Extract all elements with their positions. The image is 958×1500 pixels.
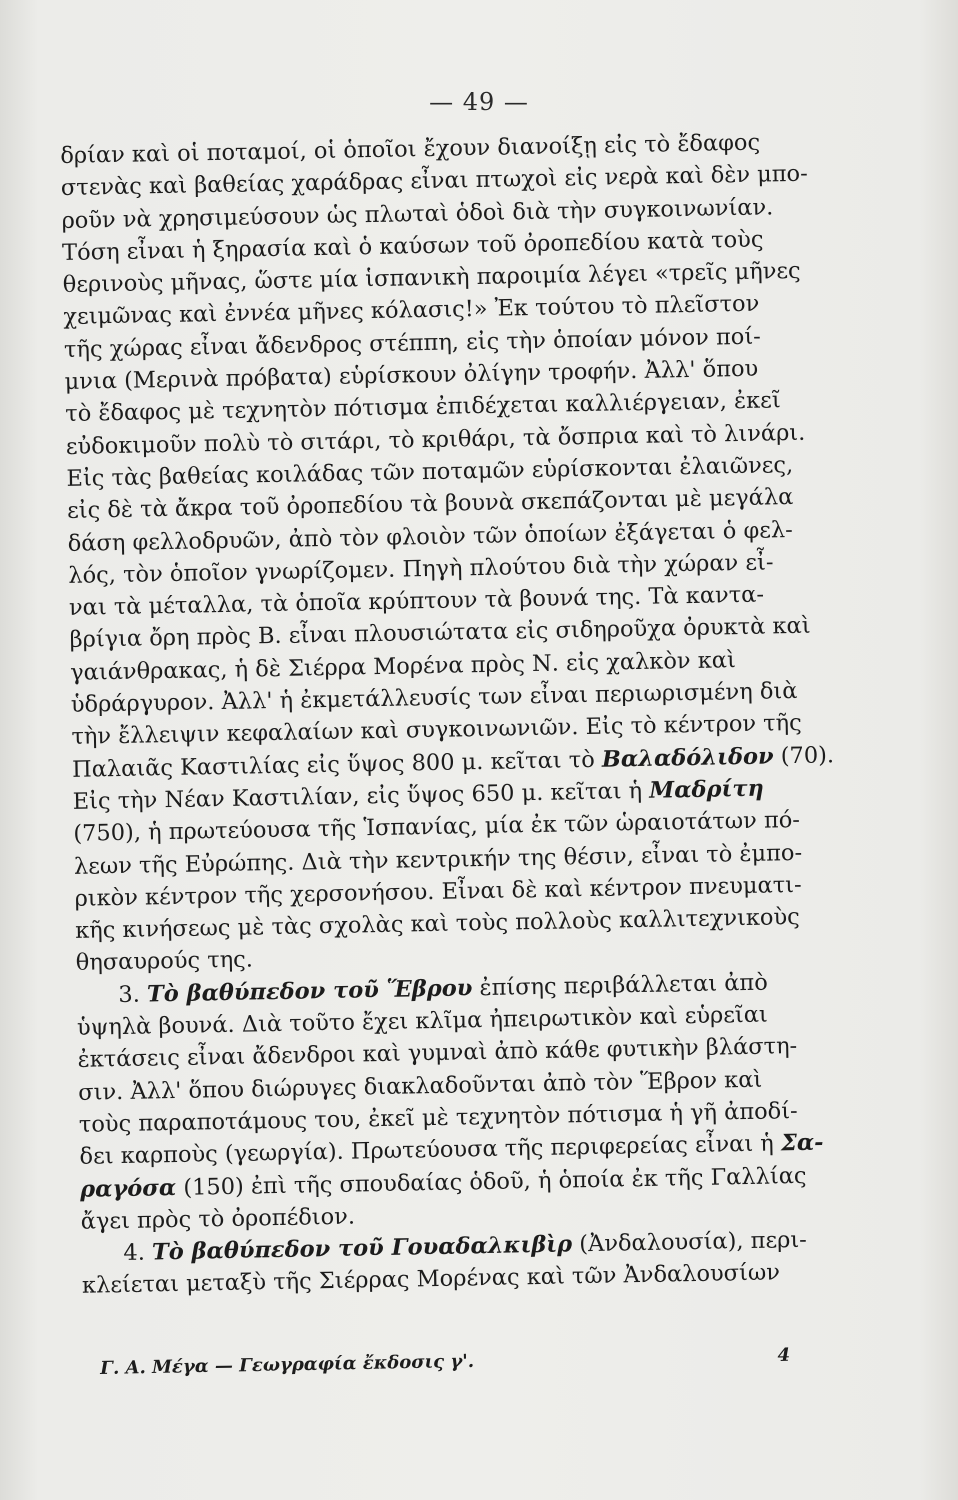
text-run: δάση φελλοδρυῶν, ἀπὸ τὸν φλοιὸν τῶν ὁποίων ἐξάγεται ὁ φελ- [67,516,793,557]
text-run: ὑδράργυρον. Ἀλλ' ἡ ἐκμετάλλευσίς των εἶναι περιωρισμένη διὰ [70,677,798,718]
section-number: 3. [118,981,148,1008]
text-run: βρίγια ὄρη πρὸς Β. εἶναι πλουσιώτατα εἰς σιδηροῦχα ὀρυκτὰ καὶ [69,613,811,654]
text-run: ρικὸν κέντρον τῆς χερσονήσου. Εἶναι δὲ καὶ κέντρον πνευματι- [74,871,802,912]
text-run: ὑψηλὰ βουνά. Διὰ τοῦτο ἔχει κλῖμα ἠπειρωτικὸν καὶ εὑρεῖαι [76,1001,768,1041]
page-number: — 49 — [429,88,529,116]
page-footer [100,1345,790,1379]
text-run: εὐδοκιμοῦν πολὺ τὸ σιτάρι, τὸ κριθάρι, τὰ ὄσπρια καὶ τὸ λινάρι. [65,419,806,460]
text-run: μνια (Μερινὰ πρόβατα) εὑρίσκουν ὀλίγην τροφήν. Ἀλλ' ὅπου [64,355,759,396]
place-name-zaragoza-cont: ραγόσα [79,1174,177,1203]
body-text [60,126,835,1303]
text-run: Εἰς τὴν Νέαν Καστιλίαν, εἰς ὕψος 650 μ. κεῖται ἡ [72,777,650,815]
text-run: χειμῶνας καὶ ἐννέα μῆνες κόλασις!» Ἐκ τούτου τὸ πλεῖστον [63,291,760,331]
text-run: δει καρποὺς (γεωργία). Πρωτεύουσα τῆς περιφερείας εἶναι ἡ [79,1130,782,1171]
section-number: 4. [123,1239,153,1267]
text-run: ἐπίσης περιβάλλεται ἀπὸ [472,969,769,1001]
section-title-ebro: Τὸ βαθύπεδον τοῦ Ἕβρου [146,974,473,1008]
text-run: Τόση εἶναι ἡ ξηρασία καὶ ὁ καύσων τοῦ ὀροπεδίου κατὰ τοὺς [61,226,764,266]
text-run: σιν. Ἀλλ' ὅπου διώρυγες διακλαδοῦνται ἀπὸ τὸν Ἕβρον καὶ [78,1066,763,1106]
text-run: Παλαιᾶς Καστιλίας εἰς ὕψος 800 μ. κεῖται τὸ [71,746,603,783]
text-run: τὸ ἔδαφος μὲ τεχνητὸν πότισμα ἐπιδέχεται καλλιέργειαν, ἐκεῖ [65,387,781,428]
text-run: ἐκτάσεις εἶναι ἄδενδροι καὶ γυμναὶ ἀπὸ κάθε φυτικὴν βλάστη- [77,1033,798,1074]
text-run: ναι τὰ μέταλλα, τὰ ὁποῖα κρύπτουν τὰ βουνά της. Τὰ καντα- [68,581,765,622]
place-name-valladolid: Βαλαδόλιδον [601,743,774,773]
text-run: κλείεται μεταξὺ τῆς Σιέρρας Μορένας καὶ τῶν Ἀνδαλουσίων [81,1259,781,1300]
printer-signature: Γ. Α. Μέγα — Γεωγραφία ἔκδοσις γ'. [100,1350,475,1379]
text-run: (70). [773,741,835,770]
section-title-guadalquivir: Τὸ βαθύπεδον τοῦ Γουαδαλκιβὶρ [151,1231,573,1266]
text-run: λεων τῆς Εὐρώπης. Διὰ τὴν κεντρικήν της θέσιν, εἶναι τὸ ἐμπο- [73,839,803,880]
place-name-madrid: Μαδρίτη [649,775,765,804]
text-run: τοὺς παραποτάμους του, ἐκεῖ μὲ τεχνητὸν πότισμα ἡ γῆ ἀποδί- [78,1097,798,1138]
text-run: λός, τὸν ὁποῖον γνωρίζομεν. Πηγὴ πλούτου διὰ τὴν χώραν εἶ- [68,549,774,589]
text-run: θησαυρούς της. [75,946,254,977]
text-run: (150) ἐπὶ τῆς σπουδαίας ὁδοῦ, ἡ ὁποία ἐκ τῆς Γαλλίας [175,1162,807,1201]
text-run: τὴν ἔλλειψιν κεφαλαίων καὶ συγκοινωνιῶν. Εἰς τὸ κέντρον τῆς [71,710,802,751]
text-run: ἄγει πρὸς τὸ ὀροπέδιον. [80,1203,356,1235]
text-run: (750), ἡ πρωτεύουσα τῆς Ἱσπανίας, μία ἐκ τῶν ὡραιοτάτων πό- [73,807,801,848]
text-run: στενὰς καὶ βαθείας χαράδρας εἶναι πτωχοὶ εἰς νερὰ καὶ δὲν μπο- [60,160,808,202]
text-run: εἰς δὲ τὰ ἄκρα τοῦ ὀροπεδίου τὰ βουνὰ σκεπάζονται μὲ μεγάλα [66,484,794,525]
text-run: τῆς χώρας εἶναι ἄδενδρος στέππη, εἰς τὴν ὁποίαν μόνον ποί- [63,323,761,363]
place-name-zaragoza: Σα- [780,1129,824,1157]
text-run: (Ἀνδαλουσία), περι- [571,1226,807,1258]
text-run: Εἰς τὰς βαθείας κοιλάδας τῶν ποταμῶν εὑρίσκονται ἐλαιῶνες, [66,451,794,492]
text-run: κῆς κινήσεως μὲ τὰς σχολὰς καὶ τοὺς πολλοὺς καλλιτεχνικοὺς [74,904,800,944]
text-run: γαιάνθρακας, ἡ δὲ Σιέρρα Μορένα πρὸς Ν. εἰς χαλκὸν καὶ [69,646,737,686]
sheet-number: 4 [777,1344,791,1366]
text-run: δρίαν καὶ οἱ ποταμοί, οἱ ὁποῖοι ἔχουν διανοίξῃ εἰς τὸ ἔδαφος [60,129,761,169]
text-run: θερινοὺς μῆνας, ὥστε μία ἱσπανικὴ παροιμία λέγει «τρεῖς μῆνες [62,257,801,299]
text-run: ροῦν νὰ χρησιμεύσουν ὡς πλωταὶ ὁδοὶ διὰ τὴν συγκοινωνίαν. [61,193,774,234]
